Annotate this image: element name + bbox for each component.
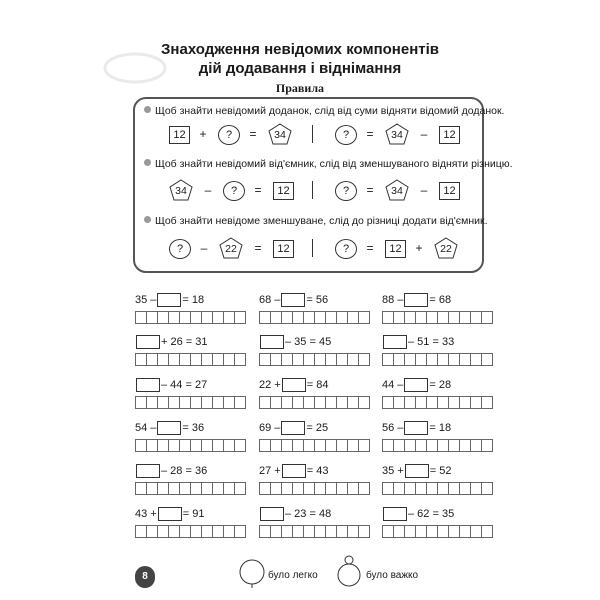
equation-right-part: = 18	[182, 294, 205, 307]
equation-left-part: 69 –	[259, 422, 281, 435]
exercise-equation	[382, 378, 451, 392]
rule-text	[144, 105, 504, 117]
work-cell[interactable]	[358, 482, 370, 495]
unknown-value-circle: ?	[335, 125, 357, 145]
work-cells	[382, 525, 492, 537]
work-cells	[135, 482, 245, 494]
work-cells	[259, 396, 369, 408]
equation-right-part: = 84	[306, 379, 329, 392]
value-pentagon	[219, 237, 243, 259]
rules-box	[133, 97, 513, 273]
exercise-equation	[135, 507, 204, 521]
operator-symbol: =	[366, 241, 374, 255]
exercise-equation	[135, 464, 207, 478]
work-cells	[382, 396, 492, 408]
equation-right-part: = 25	[306, 422, 329, 435]
work-cells	[135, 439, 245, 451]
equation-left-part: 88 –	[382, 294, 404, 307]
rule-formula	[135, 237, 482, 259]
answer-blank[interactable]	[260, 507, 284, 521]
exercise-item	[135, 464, 245, 500]
bullet-icon	[144, 106, 151, 113]
page-footer	[0, 552, 600, 600]
hard-label: було важко	[366, 570, 419, 581]
equation-left-part: 54 –	[135, 422, 157, 435]
work-cell[interactable]	[234, 396, 246, 409]
work-cells	[382, 482, 492, 494]
answer-blank[interactable]	[136, 464, 160, 478]
rule-text	[144, 158, 513, 170]
equation-left-part: 35 +	[382, 465, 404, 478]
equation-left-part: 68 –	[259, 294, 281, 307]
exercise-item	[382, 293, 492, 329]
operator-symbol: =	[366, 183, 374, 197]
exercise-item	[135, 378, 245, 414]
pentagon-value: 22	[440, 243, 452, 255]
pentagon-value: 34	[391, 129, 403, 141]
formula-divider	[312, 125, 313, 143]
answer-blank[interactable]	[136, 378, 160, 392]
equation-right-part: – 28 = 36	[161, 465, 208, 478]
equation-left-part: 44 –	[382, 379, 404, 392]
equation-right-part: = 52	[429, 465, 452, 478]
pentagon-value: 34	[274, 129, 286, 141]
exercise-equation	[259, 335, 331, 349]
work-cell[interactable]	[481, 311, 493, 324]
value-pentagon	[385, 123, 409, 145]
title-line-1: Знаходження невідомих компонентів	[161, 41, 439, 58]
answer-blank[interactable]	[383, 507, 407, 521]
exercise-equation	[259, 507, 331, 521]
pentagon-value: 22	[225, 243, 237, 255]
answer-blank[interactable]	[404, 378, 428, 392]
operator-symbol: =	[366, 127, 374, 141]
bullet-icon	[144, 159, 151, 166]
rule-text	[144, 215, 488, 227]
work-cell[interactable]	[234, 439, 246, 452]
unknown-value-circle: ?	[335, 239, 357, 259]
answer-blank[interactable]	[157, 293, 181, 307]
work-cell[interactable]	[481, 525, 493, 538]
exercise-equation	[135, 421, 204, 435]
rule-formula	[135, 179, 482, 201]
formula-divider	[312, 181, 313, 199]
equation-right-part: + 26 = 31	[161, 336, 208, 349]
work-cells	[135, 525, 245, 537]
page-title	[0, 40, 600, 78]
pentagon-value: 34	[175, 185, 187, 197]
exercise-equation	[259, 378, 328, 392]
answer-blank[interactable]	[404, 293, 428, 307]
bullet-icon	[144, 216, 151, 223]
operator-symbol: =	[254, 183, 262, 197]
known-value-square: 12	[439, 126, 460, 144]
rule-sentence: Щоб знайти невідомий доданок, слід від суми відняти відомий доданок.	[155, 105, 505, 117]
answer-blank[interactable]	[383, 335, 407, 349]
work-cells	[135, 311, 245, 323]
work-cells	[382, 353, 492, 365]
title-line-2: дій додавання і віднімання	[198, 60, 402, 77]
exercise-item	[259, 421, 369, 457]
equation-right-part: – 62 = 35	[408, 508, 455, 521]
exercise-item	[382, 378, 492, 414]
answer-blank[interactable]	[157, 421, 181, 435]
rule-sentence: Щоб знайти невідоме зменшуване, слід до різниці додати від'ємник.	[155, 215, 488, 227]
work-cells	[259, 311, 369, 323]
equation-right-part: = 43	[306, 465, 329, 478]
work-cells	[259, 525, 369, 537]
exercise-item	[382, 464, 492, 500]
work-cells	[259, 439, 369, 451]
unknown-value-circle: ?	[218, 125, 240, 145]
rule-sentence: Щоб знайти невідомий від'ємник, слід від зменшуваного відняти різницю.	[155, 158, 513, 170]
weight-icon	[335, 554, 363, 588]
exercise-item	[259, 293, 369, 329]
answer-blank[interactable]	[281, 293, 305, 307]
exercise-item	[382, 507, 492, 543]
exercise-equation	[382, 335, 454, 349]
equation-right-part: = 56	[306, 294, 329, 307]
work-cell[interactable]	[481, 396, 493, 409]
equation-left-part: 43 +	[135, 508, 157, 521]
answer-blank[interactable]	[260, 335, 284, 349]
operator-symbol: –	[204, 183, 212, 197]
rule-formula	[135, 123, 482, 145]
exercise-item	[259, 335, 369, 371]
work-cell[interactable]	[358, 311, 370, 324]
work-cell[interactable]	[234, 482, 246, 495]
work-cells	[382, 439, 492, 451]
work-cell[interactable]	[234, 525, 246, 538]
known-value-square: 12	[273, 182, 294, 200]
answer-blank[interactable]	[281, 421, 305, 435]
work-cell[interactable]	[234, 353, 246, 366]
operator-symbol: –	[420, 127, 428, 141]
value-pentagon	[268, 123, 292, 145]
work-cells	[259, 353, 369, 365]
pentagon-value: 34	[391, 185, 403, 197]
work-cells	[259, 482, 369, 494]
exercise-equation	[259, 421, 328, 435]
answer-blank[interactable]	[282, 378, 306, 392]
work-cells	[135, 353, 245, 365]
operator-symbol: =	[254, 241, 262, 255]
value-pentagon	[434, 237, 458, 259]
exercise-equation	[382, 464, 451, 478]
operator-symbol: +	[199, 127, 207, 141]
exercise-equation	[382, 507, 454, 521]
equation-right-part: = 18	[429, 422, 452, 435]
equation-right-part: = 68	[429, 294, 452, 307]
work-cell[interactable]	[358, 525, 370, 538]
equation-left-part: 27 +	[259, 465, 281, 478]
exercise-equation	[135, 293, 204, 307]
known-value-square: 12	[385, 240, 406, 258]
operator-symbol: –	[420, 183, 428, 197]
exercise-equation	[135, 335, 208, 349]
feather-icon	[238, 558, 266, 588]
exercise-equation	[259, 464, 328, 478]
equation-right-part: = 28	[429, 379, 452, 392]
easy-label: було легко	[268, 570, 318, 581]
equation-right-part: – 44 = 27	[161, 379, 208, 392]
exercise-item	[382, 421, 492, 457]
operator-symbol: +	[415, 241, 423, 255]
exercise-equation	[259, 293, 328, 307]
equation-left-part: 22 +	[259, 379, 281, 392]
unknown-value-circle: ?	[335, 181, 357, 201]
known-value-square: 12	[273, 240, 294, 258]
work-cells	[382, 311, 492, 323]
exercise-item	[259, 378, 369, 414]
work-cells	[135, 396, 245, 408]
exercise-item	[259, 464, 369, 500]
equation-right-part: = 36	[182, 422, 205, 435]
exercise-item	[135, 293, 245, 329]
equation-left-part: 56 –	[382, 422, 404, 435]
rules-heading: Правила	[275, 81, 325, 95]
equation-left-part: 35 –	[135, 294, 157, 307]
exercise-item	[135, 507, 245, 543]
unknown-value-circle: ?	[169, 239, 191, 259]
work-cell[interactable]	[358, 439, 370, 452]
exercise-equation	[382, 421, 451, 435]
answer-blank[interactable]	[136, 335, 160, 349]
answer-blank[interactable]	[404, 421, 428, 435]
equation-right-part: – 51 = 33	[408, 336, 455, 349]
exercise-item	[382, 335, 492, 371]
answer-blank[interactable]	[282, 464, 306, 478]
exercise-item	[135, 335, 245, 371]
known-value-square: 12	[439, 182, 460, 200]
exercise-equation	[382, 293, 451, 307]
value-pentagon	[385, 179, 409, 201]
exercise-item	[259, 507, 369, 543]
value-pentagon	[169, 179, 193, 201]
work-cell[interactable]	[481, 482, 493, 495]
work-cell[interactable]	[234, 311, 246, 324]
operator-symbol: =	[249, 127, 257, 141]
operator-symbol: –	[200, 241, 208, 255]
work-cell[interactable]	[481, 353, 493, 366]
exercise-item	[135, 421, 245, 457]
equation-right-part: – 35 = 45	[285, 336, 332, 349]
work-cell[interactable]	[358, 353, 370, 366]
equation-right-part: = 91	[182, 508, 205, 521]
known-value-square: 12	[169, 126, 190, 144]
answer-blank[interactable]	[405, 464, 429, 478]
answer-blank[interactable]	[158, 507, 182, 521]
unknown-value-circle: ?	[223, 181, 245, 201]
formula-divider	[312, 239, 313, 257]
work-cell[interactable]	[481, 439, 493, 452]
exercise-equation	[135, 378, 207, 392]
equation-right-part: – 23 = 48	[285, 508, 332, 521]
page-number: 8	[135, 566, 155, 588]
work-cell[interactable]	[358, 396, 370, 409]
